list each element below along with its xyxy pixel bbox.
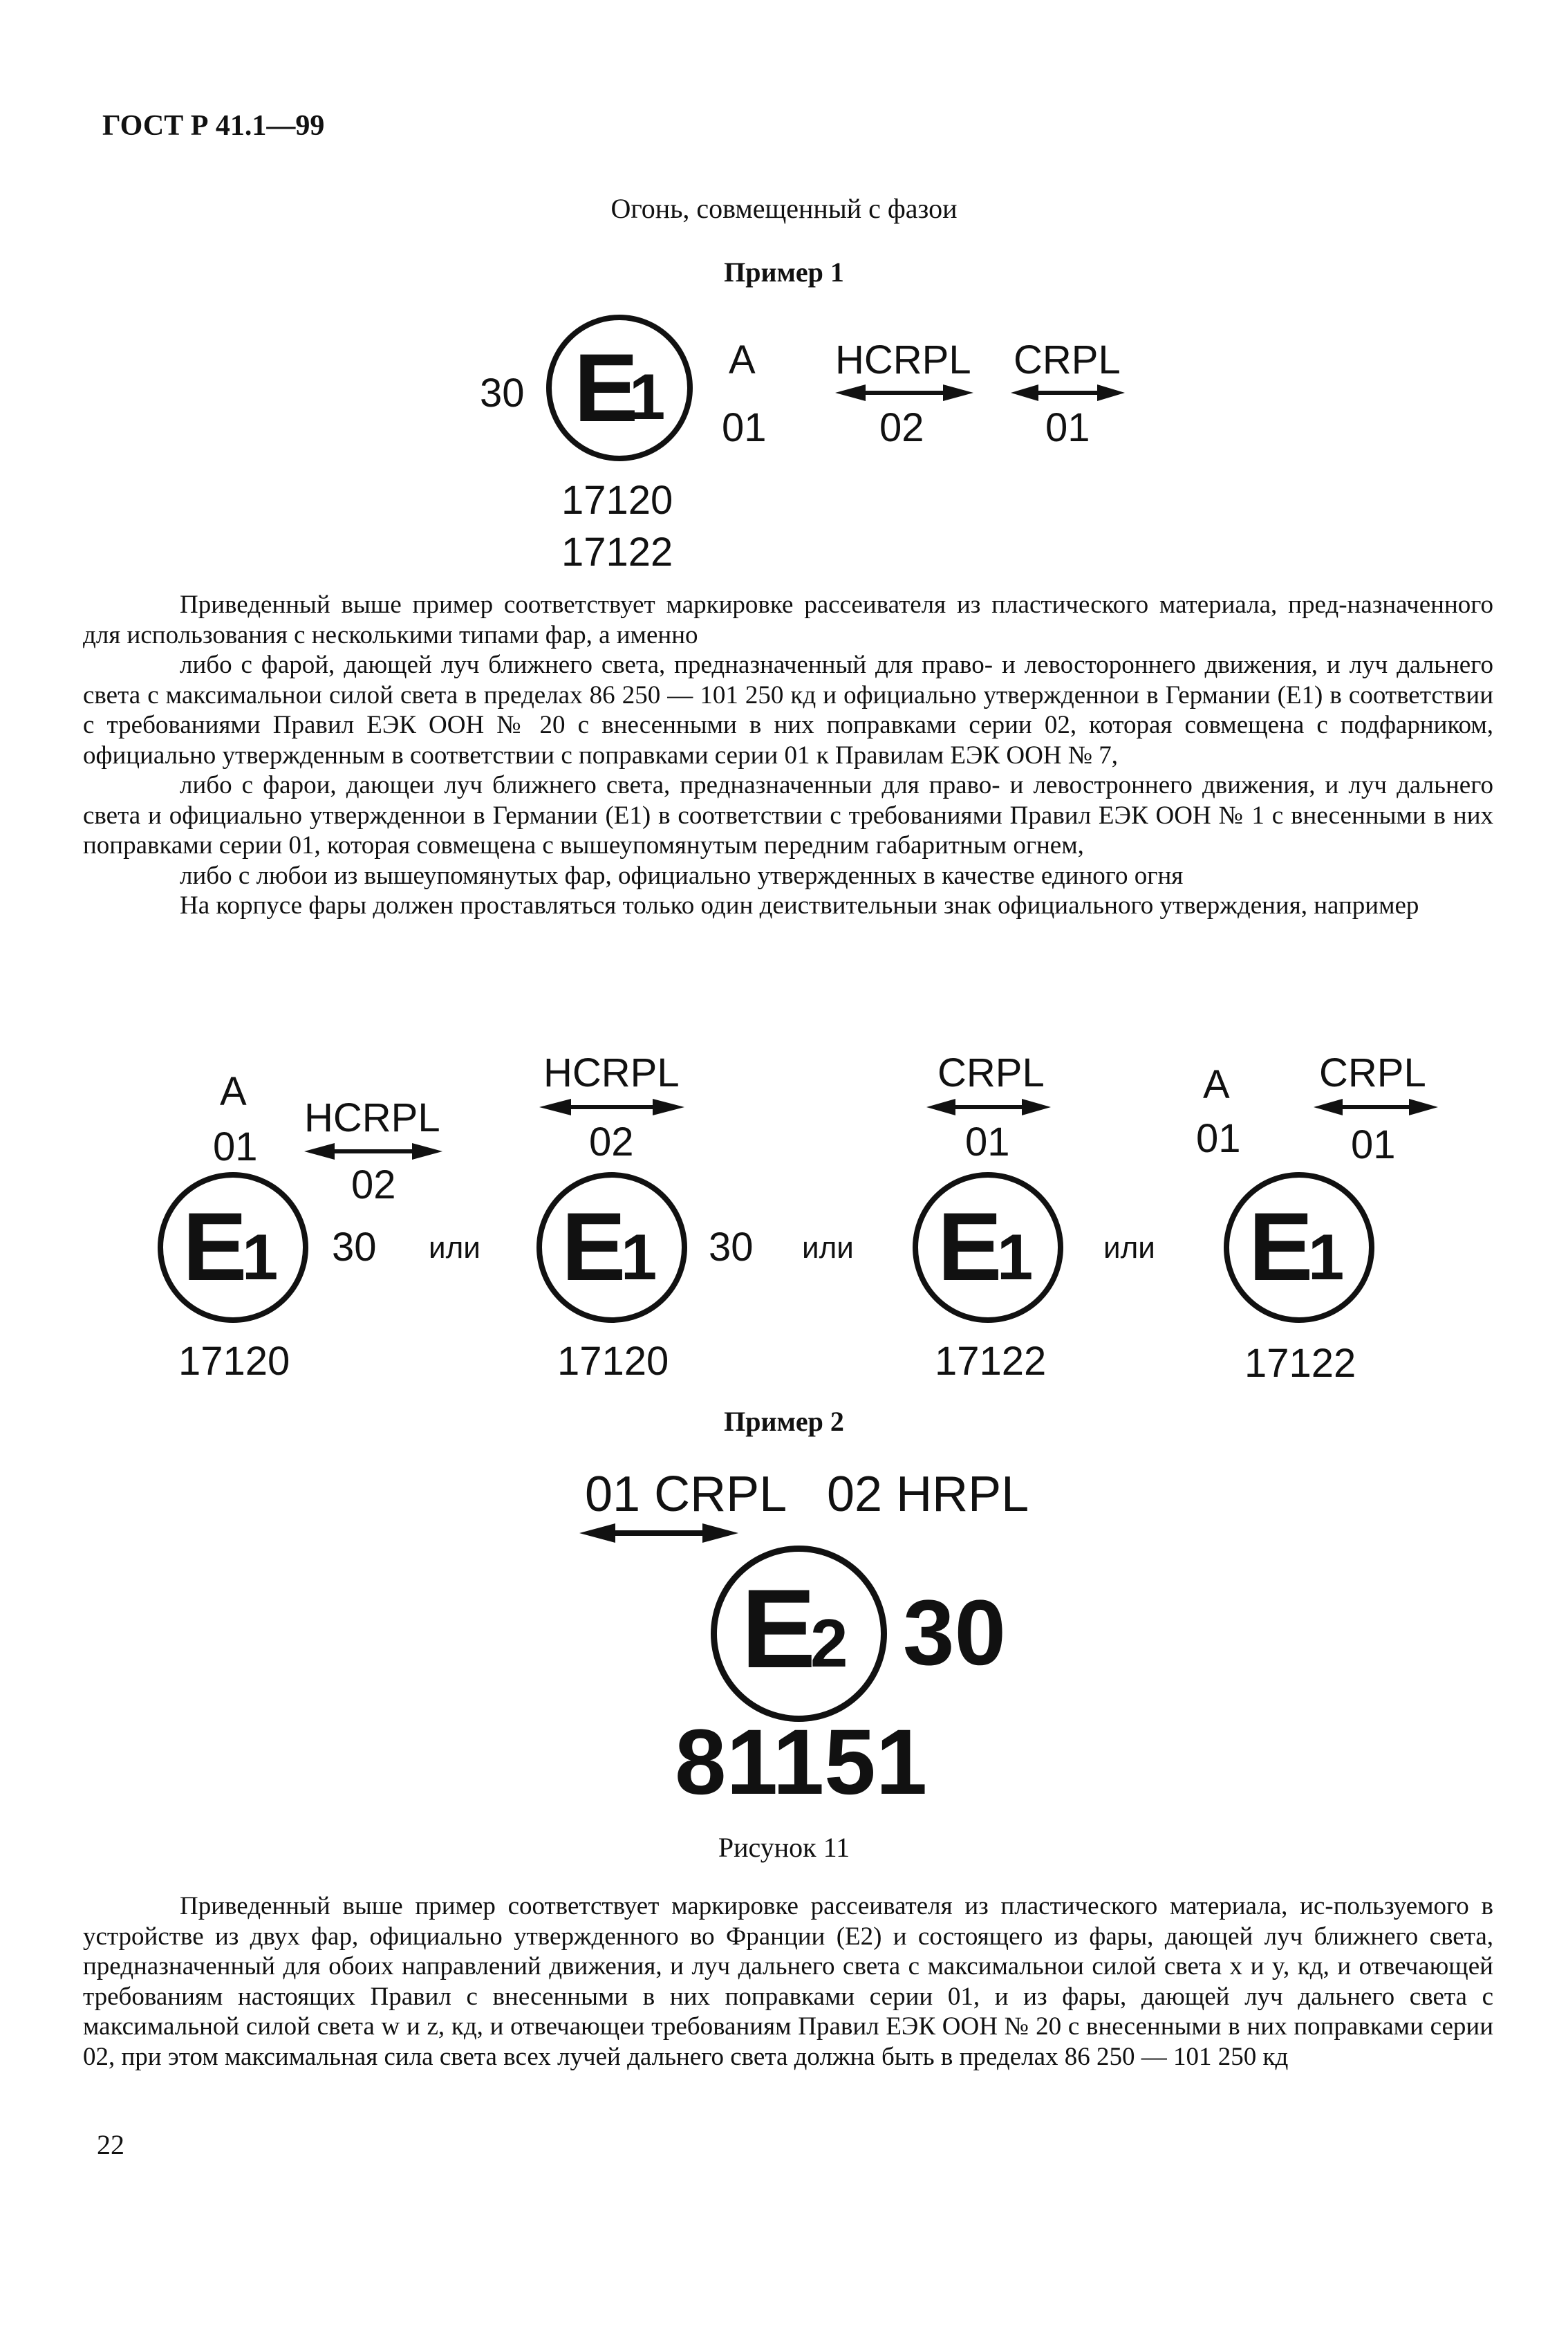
mark-beam-series: 02	[351, 1162, 396, 1207]
mark-crpl-label: 01 CRPL	[585, 1467, 787, 1522]
mark-letter: E	[741, 1566, 816, 1691]
mark-letter: E	[574, 333, 639, 442]
mark-letter: E	[1249, 1192, 1314, 1301]
mark-approval: 17122	[1244, 1341, 1356, 1386]
mark-beam-series: 01	[1351, 1122, 1396, 1167]
example-1-description	[83, 590, 1493, 921]
example-2-title: Пример 2	[724, 1406, 844, 1437]
alternative-mark-4	[1175, 1037, 1493, 1397]
or-word: или	[1103, 1231, 1155, 1265]
beam-arrow	[926, 1097, 1051, 1117]
mark-beam-label: HCRPL	[543, 1050, 680, 1095]
paragraph: либо с фарой, дающей луч ближнего света, предназначенный для право- и левостороннего движения, и луч дальнего света с максимальнои силой света в пределах 86 250 — 101 250 кд и официально утвержденнои в Германии (E1) в соответствии с требованиями Правил ЕЭК ООН № 20 с внесенными в них поправками серии 02, которая совмещена с подфарником, официально утвержденным в соответствии с поправками серии 01 к Правилам ЕЭК ООН № 7,	[83, 651, 1493, 770]
mark-number-right: 30	[903, 1581, 1007, 1685]
example-1-title: Пример 1	[724, 257, 844, 288]
mark-class-code: A	[220, 1069, 247, 1114]
page-number: 22	[97, 2129, 124, 2160]
mark-country: 2	[810, 1605, 848, 1681]
mark-class-code: A	[1203, 1062, 1230, 1107]
crpl-arrow	[1011, 382, 1125, 403]
mark-approval: 17122	[935, 1339, 1047, 1384]
paragraph: либо с любои из вышеупомянутых фар, официально утвержденных в качестве единого огня	[180, 861, 1184, 890]
mark-approval: 17120	[178, 1339, 290, 1384]
mark-number-right: 30	[709, 1225, 754, 1270]
mark-hcrpl-series: 02	[879, 405, 924, 450]
paragraph: либо с фарои, дающеи луч ближнего света, предназначенныи для право- и левостроннего движения, и луч дальнего света и официально утвержденнои в Германии (E1) в соответствии с требованиями Правил ЕЭК ООН № 1 с внесенными в них поправками серии 01, которая совмещена с вышеупомянутым передним габаритным огнем,	[83, 771, 1493, 860]
crpl-arrow	[579, 1521, 738, 1545]
figure-caption: Рисунок 11	[718, 1832, 850, 1863]
mark-beam-label: HCRPL	[304, 1095, 440, 1140]
mark-crpl-label: CRPL	[1014, 337, 1121, 382]
alternative-marks-row	[0, 1037, 1568, 1397]
mark-country: 1	[997, 1221, 1034, 1293]
mark-approval-2: 17122	[561, 530, 673, 575]
mark-country: 1	[629, 360, 666, 433]
mark-hcrpl-label: HCRPL	[835, 337, 971, 382]
hcrpl-arrow	[835, 382, 973, 403]
section-title: Огонь, совмещенный с фазои	[610, 193, 958, 224]
document-code: ГОСТ Р 41.1—99	[102, 110, 325, 142]
or-word: или	[429, 1231, 480, 1265]
paragraph: Приведенный выше пример соответствует маркировке рассеивателя из пластического материала, пред-назначенного для использования с несколькими типами фар, а именно	[83, 591, 1493, 649]
mark-approval: 17120	[557, 1339, 669, 1384]
mark-beam-series: 01	[965, 1120, 1010, 1165]
mark-beam-label: CRPL	[937, 1050, 1045, 1095]
example-2-approval-mark	[0, 1452, 1568, 1826]
mark-letter: E	[937, 1192, 1002, 1301]
paragraph: На корпусе фары должен проставляться только один деиствительныи знак официального утверждения, например	[180, 891, 1419, 920]
mark-country: 1	[242, 1221, 279, 1293]
mark-number-left: 30	[480, 371, 525, 416]
mark-country: 1	[1308, 1221, 1345, 1293]
mark-class-code: A	[729, 337, 756, 382]
alternative-mark-1	[0, 1037, 440, 1397]
mark-letter: E	[183, 1192, 248, 1301]
mark-approval: 81151	[675, 1711, 928, 1814]
alternative-mark-3	[899, 1037, 1120, 1397]
mark-class-series: 01	[1196, 1116, 1241, 1161]
mark-crpl-series: 01	[1045, 405, 1090, 450]
beam-arrow	[1314, 1097, 1438, 1117]
mark-letter: E	[561, 1192, 626, 1301]
mark-approval-1: 17120	[561, 478, 673, 523]
paragraph: Приведенный выше пример соответствует маркировке рассеивателя из пластического материала, ис-пользуемого в устройстве из двух фар, официально утвержденного во Франции (E2) и состоящего из фары, дающей луч ближнего света, предназначенный для обоих направлений движения, и луч дальнего света с максимальнои силой света x и y, кд, и отвечающей требованиям настоящих Правил с внесенными в них поправками серии 01, и из фары, дающей луч дальнего света с максимальной силой света w и z, кд, и отвечающеи требованиям Правил ЕЭК ООН № 20 с внесенными в них поправками серии 02, при этом максимальная сила света всех лучей дальнего света должна быть в пределах 86 250 — 101 250 кд	[83, 1892, 1493, 2071]
mark-hrpl-label: 02 HRPL	[827, 1467, 1029, 1522]
mark-class-series: 01	[213, 1124, 258, 1169]
example-1-approval-mark	[0, 0, 1568, 595]
beam-arrow	[304, 1141, 442, 1162]
alternative-mark-2	[512, 1037, 788, 1397]
mark-number-right: 30	[332, 1225, 377, 1270]
mark-class-series: 01	[722, 405, 767, 450]
mark-beam-label: CRPL	[1319, 1050, 1426, 1095]
mark-beam-series: 02	[589, 1120, 634, 1165]
beam-arrow	[539, 1097, 684, 1117]
or-word: или	[802, 1231, 854, 1265]
mark-country: 1	[621, 1221, 657, 1293]
example-2-description	[83, 1891, 1493, 2072]
